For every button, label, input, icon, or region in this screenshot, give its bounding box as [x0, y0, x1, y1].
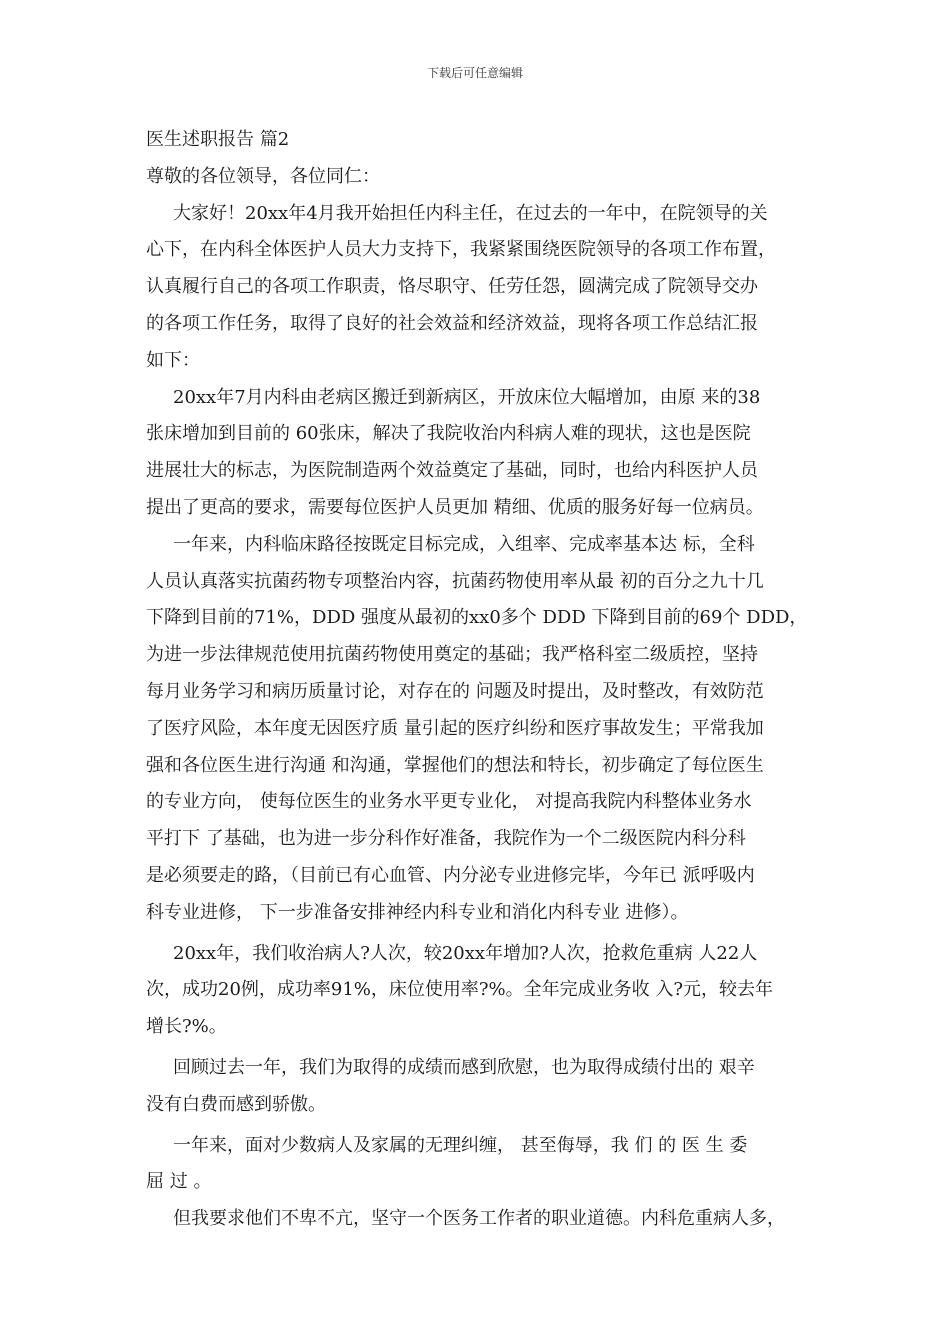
paragraph-line: 提出了更高的要求，需要每位医护人员更加 精细、优质的服务好每一位病员。	[146, 496, 764, 518]
paragraph-line: 的专业方向， 使每位医生的业务水平更专业化， 对提高我院内科整体业务水	[146, 791, 752, 813]
paragraph	[146, 1201, 812, 1238]
paragraph-line: 一年来，面对少数病人及家属的无理纠缠， 甚至侮辱，我 们 的 医 生 委	[173, 1134, 748, 1156]
paragraph	[146, 1128, 812, 1202]
paragraph	[146, 196, 812, 380]
document-body	[146, 122, 812, 1238]
paragraph-line: 为进一步法律规范使用抗菌药物使用奠定的基础；我严格科室二级质控，坚持	[146, 644, 758, 666]
paragraph-line: 没有白费而感到骄傲。	[146, 1093, 326, 1115]
paragraph-line: 平打下 了基础，也为进一步分科作好准备，我院作为一个二级医院内科分科	[146, 828, 746, 850]
paragraph-line: 屈 过 。	[146, 1171, 212, 1193]
paragraph-line: 人员认真落实抗菌药物专项整治内容，抗菌药物使用率从最 初的百分之九十几	[146, 570, 764, 592]
paragraph-line: 心下，在内科全体医护人员大力支持下，我紧紧围绕医院领导的各项工作布置，	[146, 239, 776, 261]
paragraph-line: 的各项工作任务，取得了良好的社会效益和经济效益，现将各项工作总结汇报	[146, 312, 758, 334]
page-header: 下载后可任意编辑	[426, 66, 523, 80]
paragraph-line: 认真履行自己的各项工作职责，恪尽职守、任劳任怨，圆满完成了院领导交办	[146, 276, 758, 298]
paragraph-line: 20xx年，我们收治病人?人次，较20xx年增加?人次，抢救危重病 人22人	[173, 942, 758, 964]
paragraph-line: 每月业务学习和病历质量讨论，对存在的 问题及时提出，及时整改，有效防范	[146, 680, 764, 702]
paragraph-line: 次，成功20例，成功率91%，床位使用率?%。全年完成业务收 入?元，较去年	[146, 979, 774, 1001]
paragraph-line: 强和各位医生进行沟通 和沟通，掌握他们的想法和特长，初步确定了每位医生	[146, 754, 764, 776]
paragraph-line: 增长?%。	[146, 1016, 227, 1038]
paragraph	[146, 936, 812, 1046]
greeting: 尊敬的各位领导，各位同仁：	[146, 165, 380, 187]
paragraph-line: 张床增加到目前的 60张床，解决了我院收治内科病人难的现状，这也是医院	[146, 423, 751, 445]
paragraph-line: 如下：	[146, 349, 200, 371]
paragraph-line: 是必须要走的路，（目前已有心血管、内分泌专业进修完毕，今年已 派呼吸内	[146, 864, 755, 886]
paragraph-line: 20xx年7月内科由老病区搬迁到新病区，开放床位大幅增加，由原 来的38	[173, 386, 761, 408]
document-title: 医生述职报告 篇2	[146, 129, 290, 150]
paragraph	[146, 527, 812, 932]
paragraph-line: 一年来，内科临床路径按既定目标完成，入组率、完成率基本达 标，全科	[173, 533, 755, 555]
paragraph	[146, 380, 812, 527]
paragraph-line: 科专业进修， 下一步准备安排神经内科专业和消化内科专业 进修）。	[146, 901, 689, 923]
paragraph-line: 了医疗风险，本年度无因医疗质 量引起的医疗纠纷和医疗事故发生；平常我加	[146, 717, 764, 739]
paragraph-line: 进展壮大的标志，为医院制造两个效益奠定了基础，同时，也给内科医护人员	[146, 460, 758, 482]
paragraph-line: 大家好！20xx年4月我开始担任内科主任，在过去的一年中，在院领导的关	[173, 202, 768, 224]
paragraph	[146, 1050, 812, 1124]
paragraph-line: 回顾过去一年，我们为取得的成绩而感到欣慰，也为取得成绩付出的 艰辛	[173, 1056, 755, 1078]
paragraph-line: 但我要求他们不卑不亢，坚守一个医务工作者的职业道德。内科危重病人多，	[173, 1208, 785, 1230]
paragraph-line: 下降到目前的71%，DDD 强度从最初的xx0多个 DDD 下降到目前的69个 DDD，	[146, 607, 808, 629]
